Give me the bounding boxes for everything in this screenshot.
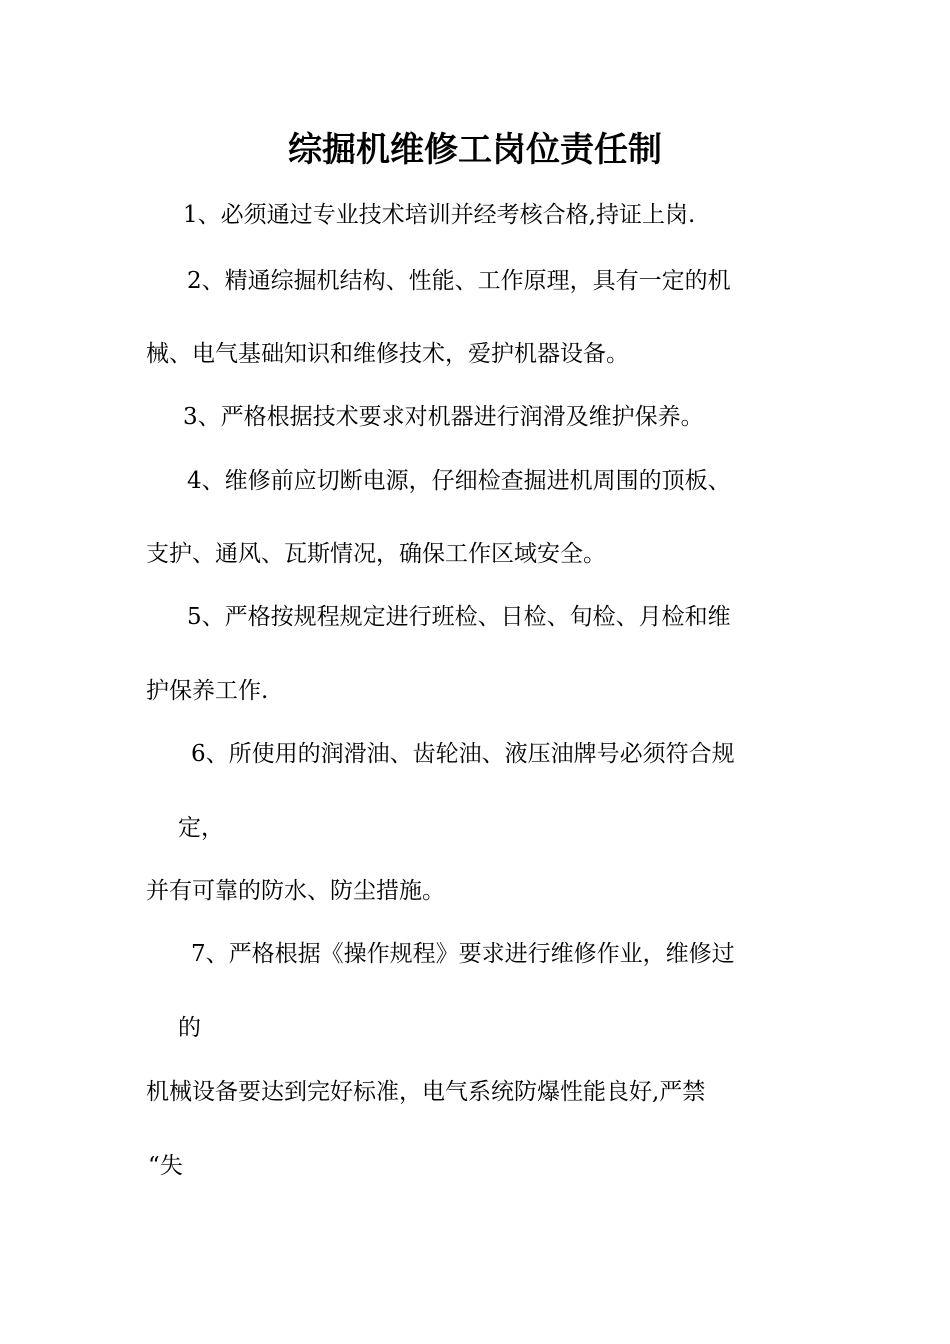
text-line-10: 定，: [178, 815, 224, 841]
text-line-11: 并有可靠的防水、防尘措施。: [146, 878, 445, 904]
text-line-9: 6、所使用的润滑油、齿轮油、液压油牌号必须符合规: [191, 741, 735, 767]
text-line-7: 5、严格按规程规定进行班检、日检、旬检、月检和维: [187, 604, 731, 630]
text-line-6: 支护、通风、瓦斯情况，确保工作区域安全。: [146, 541, 606, 567]
text-line-15: “失: [148, 1153, 183, 1179]
text-line-4: 3、严格根据技术要求对机器进行润滑及维护保养。: [183, 404, 704, 430]
text-line-3: 械、电气基础知识和维修技术，爱护机器设备。: [146, 341, 629, 367]
text-line-8: 护保养工作.: [146, 678, 269, 704]
text-line-14: 机械设备要达到完好标准，电气系统防爆性能良好,严禁: [146, 1079, 706, 1105]
text-line-1: 1、必须通过专业技术培训并经考核合格,持证上岗.: [183, 202, 696, 228]
text-line-5: 4、维修前应切断电源，仔细检查掘进机周围的顶板、: [187, 468, 731, 494]
document-title: 综掘机维修工岗位责任制: [288, 130, 662, 170]
text-line-2: 2、精通综掘机结构、性能、工作原理，具有一定的机: [187, 268, 731, 294]
text-line-13: 的: [178, 1015, 201, 1041]
text-line-12: 7、严格根据《操作规程》要求进行维修作业，维修过: [191, 941, 735, 967]
